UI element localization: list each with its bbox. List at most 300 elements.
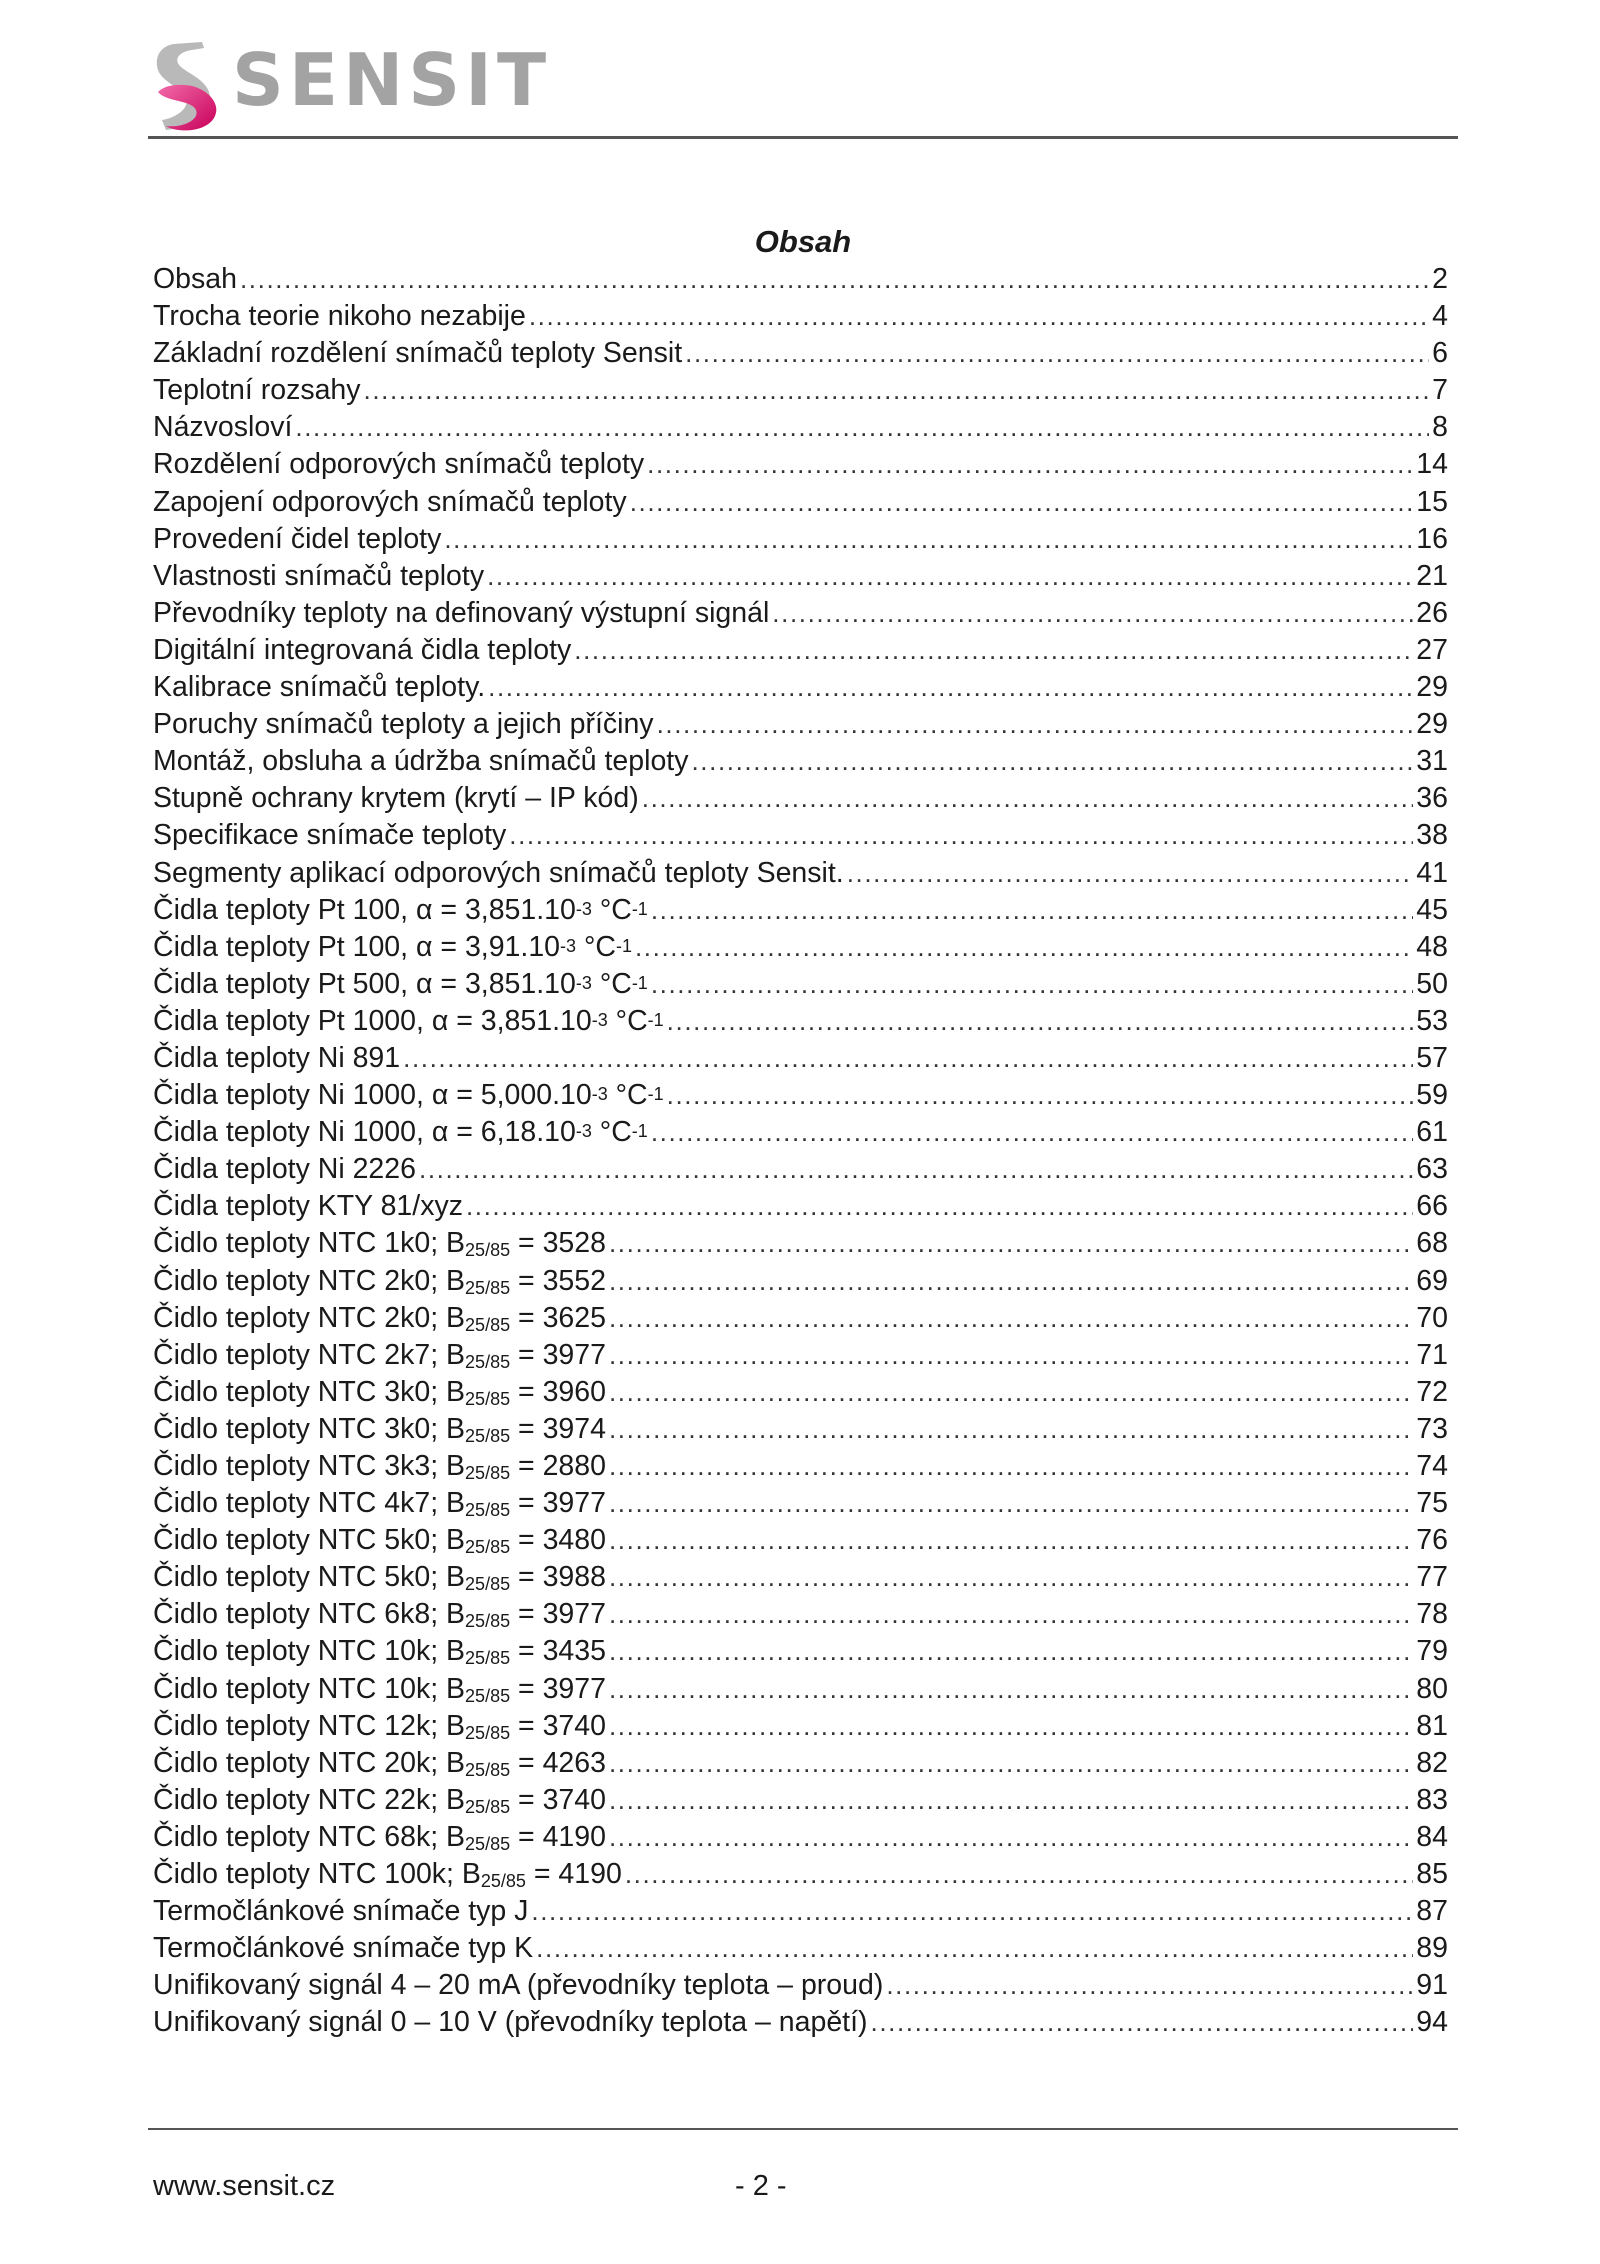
toc-entry-value: = 3528 (510, 1227, 606, 1260)
toc-dot-leader (625, 1856, 1413, 1893)
toc-entry[interactable] (153, 335, 1448, 372)
toc-entry-unit: °C (576, 930, 616, 963)
toc-entry-page: 82 (1416, 1746, 1448, 1779)
toc-entry[interactable] (153, 706, 1448, 743)
toc-entry-title (153, 1040, 400, 1077)
toc-entry-page: 2 (1432, 263, 1448, 295)
toc-entry-title (153, 1151, 416, 1188)
toc-entry[interactable] (153, 558, 1448, 595)
toc-dot-leader (886, 1967, 1413, 2004)
toc-dot-leader (509, 817, 1413, 854)
toc-entry-text: Čidlo teploty NTC 1k0; B (153, 1227, 466, 1260)
toc-entry[interactable] (153, 1225, 1448, 1262)
toc-entry-title (153, 1559, 606, 1596)
toc-entry-superscript: -1 (647, 1084, 664, 1105)
toc-entry-superscript: -1 (631, 898, 648, 919)
toc-entry-text: Čidlo teploty NTC 2k0; B (153, 1264, 466, 1297)
toc-entry-text: Čidlo teploty NTC 100k; B (153, 1858, 481, 1891)
toc-entry-page: 81 (1416, 1709, 1448, 1742)
table-of-contents (153, 261, 1448, 2042)
toc-dot-leader (609, 1633, 1413, 1670)
toc-entry-title (153, 1225, 606, 1262)
toc-entry-page: 63 (1416, 1153, 1448, 1186)
toc-entry[interactable] (153, 261, 1448, 298)
toc-entry[interactable] (153, 1559, 1448, 1596)
toc-entry[interactable] (153, 1967, 1448, 2004)
toc-dot-leader (609, 1485, 1413, 1522)
toc-entry-title (153, 1596, 606, 1633)
toc-entry-text: Čidlo teploty NTC 12k; B (153, 1709, 466, 1742)
toc-entry-text: Čidla teploty Ni 1000, α = 5,000.10 (153, 1079, 592, 1112)
toc-entry-title (153, 706, 654, 743)
toc-entry-value: = 3552 (510, 1264, 606, 1297)
toc-entry-title (153, 1856, 622, 1893)
toc-entry[interactable] (153, 1745, 1448, 1782)
sensit-logo-icon (152, 40, 222, 134)
toc-entry-title (153, 521, 441, 558)
toc-entry-page: 59 (1416, 1079, 1448, 1112)
toc-dot-leader (609, 1708, 1413, 1745)
toc-entry-subscript: 25/85 (465, 1388, 511, 1409)
toc-entry-text: Obsah (153, 263, 237, 295)
toc-entry[interactable] (153, 298, 1448, 335)
toc-entry[interactable] (153, 892, 1448, 929)
footer-page-number: - 2 - (735, 2170, 787, 2202)
toc-entry-subscript: 25/85 (465, 1796, 511, 1817)
toc-entry[interactable] (153, 1003, 1448, 1040)
toc-entry-page: 29 (1416, 671, 1448, 704)
toc-entry-page: 66 (1416, 1190, 1448, 1223)
toc-entry-subscript: 25/85 (465, 1648, 511, 1669)
toc-entry-text: Zapojení odporových snímačů teploty (153, 485, 627, 518)
toc-entry-page: 21 (1416, 559, 1448, 592)
toc-dot-leader (609, 1225, 1413, 1262)
toc-entry-superscript: -1 (615, 935, 632, 956)
toc-entry[interactable] (153, 632, 1448, 669)
toc-entry-page: 15 (1416, 485, 1448, 518)
toc-entry-subscript: 25/85 (465, 1351, 511, 1372)
toc-entry[interactable] (153, 1448, 1448, 1485)
toc-dot-leader (635, 929, 1413, 966)
toc-dot-leader (651, 892, 1413, 929)
toc-dot-leader (609, 1745, 1413, 1782)
toc-entry-text: Čidlo teploty NTC 10k; B (153, 1672, 466, 1705)
toc-entry-value: = 3977 (510, 1487, 606, 1520)
toc-entry-superscript: -3 (575, 972, 592, 993)
toc-entry-page: 50 (1416, 967, 1448, 1000)
toc-dot-leader (685, 335, 1429, 372)
toc-entry-page: 68 (1416, 1227, 1448, 1260)
toc-entry-value: = 4263 (510, 1746, 606, 1779)
toc-entry[interactable] (153, 1930, 1448, 1967)
toc-entry-title (153, 446, 644, 483)
toc-entry[interactable] (153, 669, 1448, 706)
toc-entry-page: 27 (1416, 633, 1448, 666)
toc-entry-title (153, 1708, 606, 1745)
toc-entry[interactable] (153, 1596, 1448, 1633)
toc-entry-superscript: -1 (647, 1009, 664, 1030)
toc-entry-superscript: -3 (560, 935, 577, 956)
toc-entry-title (153, 1448, 606, 1485)
toc-entry-unit: °C (607, 1004, 648, 1037)
toc-title: Obsah (754, 224, 852, 259)
toc-entry-text: Rozdělení odporových snímačů teploty (153, 448, 645, 481)
toc-dot-leader (651, 966, 1413, 1003)
toc-entry-subscript: 25/85 (465, 1537, 511, 1558)
toc-entry-text: Čidla teploty Pt 100, α = 3,91.10 (153, 930, 561, 963)
toc-entry[interactable] (153, 1374, 1448, 1411)
toc-entry-subscript: 25/85 (480, 1871, 526, 1892)
toc-dot-leader (642, 780, 1414, 817)
toc-entry-text: Čidla teploty KTY 81/xyz (153, 1190, 463, 1223)
toc-entry[interactable] (153, 1188, 1448, 1225)
toc-entry[interactable] (153, 1151, 1448, 1188)
toc-entry-value: = 4190 (510, 1820, 606, 1853)
toc-dot-leader (531, 1893, 1413, 1930)
toc-entry[interactable] (153, 1337, 1448, 1374)
toc-entry-page: 69 (1416, 1264, 1448, 1297)
toc-entry-title (153, 855, 844, 892)
toc-entry-title (153, 632, 571, 669)
toc-dot-leader (651, 1114, 1413, 1151)
toc-dot-leader (444, 521, 1413, 558)
toc-entry-title (153, 1077, 664, 1114)
toc-entry-page: 84 (1416, 1820, 1448, 1853)
toc-entry-text: Specifikace snímače teploty (153, 819, 507, 852)
toc-entry-page: 85 (1416, 1858, 1448, 1891)
toc-dot-leader (871, 2004, 1414, 2041)
toc-dot-leader (609, 1782, 1413, 1819)
toc-entry-title (153, 780, 639, 817)
toc-entry-value: = 3435 (510, 1635, 606, 1668)
toc-entry-text: Stupně ochrany krytem (krytí – IP kód) (153, 782, 639, 815)
toc-dot-leader (609, 1596, 1413, 1633)
toc-entry[interactable] (153, 521, 1448, 558)
toc-entry-text: Čidlo teploty NTC 22k; B (153, 1783, 466, 1816)
toc-dot-leader (609, 1411, 1413, 1448)
toc-dot-leader (609, 1819, 1413, 1856)
toc-entry-title (153, 1003, 664, 1040)
toc-entry-text: Čidlo teploty NTC 2k7; B (153, 1338, 466, 1371)
toc-entry-text: Kalibrace snímačů teploty. (153, 671, 486, 704)
toc-entry-page: 36 (1416, 782, 1448, 815)
toc-entry-subscript: 25/85 (465, 1574, 511, 1595)
toc-entry-value: = 3740 (510, 1709, 606, 1742)
toc-entry-page: 87 (1416, 1895, 1448, 1928)
page-header (148, 36, 1458, 142)
toc-dot-leader (574, 632, 1413, 669)
toc-entry-value: = 3974 (510, 1412, 606, 1445)
toc-entry[interactable] (153, 1819, 1448, 1856)
toc-entry-superscript: -3 (591, 1009, 608, 1030)
toc-entry-superscript: -3 (575, 1121, 592, 1142)
toc-entry[interactable] (153, 1856, 1448, 1893)
toc-entry[interactable] (153, 1522, 1448, 1559)
toc-entry-value: = 3977 (510, 1672, 606, 1705)
toc-entry[interactable] (153, 966, 1448, 1003)
toc-entry-page: 79 (1416, 1635, 1448, 1668)
toc-entry-unit: °C (591, 893, 632, 926)
toc-entry-superscript: -1 (631, 972, 648, 993)
toc-entry-superscript: -1 (631, 1121, 648, 1142)
toc-entry-page: 31 (1416, 745, 1448, 778)
toc-entry[interactable] (153, 780, 1448, 817)
toc-entry-subscript: 25/85 (465, 1722, 511, 1743)
toc-entry-subscript: 25/85 (465, 1425, 511, 1446)
toc-entry-text: Čidlo teploty NTC 20k; B (153, 1746, 466, 1779)
toc-entry-text: Čidlo teploty NTC 10k; B (153, 1635, 466, 1668)
toc-entry-value: = 2880 (510, 1450, 606, 1482)
toc-entry[interactable] (153, 1300, 1448, 1337)
toc-entry-text: Čidla teploty Pt 100, α = 3,851.10 (153, 893, 576, 926)
toc-entry-title (153, 1967, 883, 2004)
toc-entry-text: Základní rozdělení snímačů teploty Sensit (153, 337, 683, 370)
toc-entry-text: Čidlo teploty NTC 2k0; B (153, 1301, 466, 1334)
toc-entry-page: 53 (1416, 1004, 1448, 1037)
toc-entry-page: 41 (1416, 856, 1448, 889)
toc-entry-text: Čidlo teploty NTC 4k7; B (153, 1487, 466, 1520)
toc-entry-text: Poruchy snímačů teploty a jejich příčiny (153, 708, 654, 741)
toc-entry-title (153, 2004, 868, 2041)
toc-entry-page: 91 (1416, 1969, 1448, 2002)
toc-entry-value: = 3977 (510, 1598, 606, 1631)
toc-dot-leader (295, 409, 1429, 446)
footer-divider (148, 2128, 1458, 2130)
toc-entry-title (153, 1930, 533, 1967)
toc-entry-page: 4 (1432, 300, 1448, 333)
toc-dot-leader (609, 1300, 1413, 1337)
footer-url[interactable]: www.sensit.cz (153, 2170, 336, 2202)
toc-entry[interactable] (153, 1040, 1448, 1077)
toc-entry-unit: °C (591, 967, 632, 1000)
toc-dot-leader (609, 1559, 1413, 1596)
toc-entry-title (153, 1671, 606, 1708)
toc-entry-page: 7 (1432, 374, 1448, 407)
toc-dot-leader (609, 1337, 1413, 1374)
toc-entry-text: Termočlánkové snímače typ J (153, 1895, 529, 1928)
toc-dot-leader (364, 372, 1430, 409)
toc-entry[interactable] (153, 1782, 1448, 1819)
toc-entry[interactable] (153, 817, 1448, 854)
toc-entry-page: 8 (1432, 411, 1448, 444)
toc-entry-text: Čidlo teploty NTC 5k0; B (153, 1524, 466, 1557)
toc-entry-unit: °C (607, 1079, 648, 1112)
toc-dot-leader (630, 484, 1414, 521)
toc-dot-leader (609, 1263, 1413, 1300)
toc-entry-title (153, 409, 292, 446)
toc-entry-text: Čidla teploty Pt 500, α = 3,851.10 (153, 967, 576, 1000)
toc-entry[interactable] (153, 372, 1448, 409)
toc-entry-page: 29 (1416, 708, 1448, 741)
toc-entry-text: Digitální integrovaná čidla teploty (153, 633, 572, 666)
toc-dot-leader (667, 1003, 1414, 1040)
toc-entry-title (153, 595, 769, 632)
toc-entry-value: = 3960 (510, 1375, 606, 1408)
toc-entry-subscript: 25/85 (465, 1463, 511, 1483)
toc-dot-leader (609, 1374, 1413, 1411)
toc-entry-title (153, 1819, 606, 1856)
toc-entry-page: 70 (1416, 1301, 1448, 1334)
toc-entry-text: Teplotní rozsahy (153, 374, 361, 407)
toc-entry-text: Čidla teploty Ni 1000, α = 6,18.10 (153, 1116, 576, 1149)
toc-entry-text: Unifikovaný signál 0 – 10 V (převodníky teplota – napětí) (153, 2006, 868, 2039)
toc-entry-text: Čidlo teploty NTC 3k3; B (153, 1450, 466, 1482)
toc-entry-title (153, 929, 632, 966)
toc-entry-subscript: 25/85 (465, 1759, 511, 1780)
toc-entry-text: Čidla teploty Ni 891 (153, 1041, 401, 1074)
toc-dot-leader (847, 855, 1414, 892)
toc-entry-superscript: -3 (591, 1084, 608, 1105)
toc-entry-page: 26 (1416, 596, 1448, 629)
toc-dot-leader (488, 669, 1413, 706)
toc-entry-page: 45 (1416, 893, 1448, 926)
toc-entry[interactable] (153, 1411, 1448, 1448)
toc-entry[interactable] (153, 1077, 1448, 1114)
brand-name: SENSIT (232, 38, 552, 122)
toc-entry-page: 89 (1416, 1932, 1448, 1965)
toc-entry-text: Montáž, obsluha a údržba snímačů teploty (153, 745, 689, 778)
toc-entry-title (153, 966, 648, 1003)
toc-entry-value: = 3740 (510, 1783, 606, 1816)
toc-entry-title (153, 1745, 606, 1782)
toc-entry-page: 71 (1416, 1338, 1448, 1371)
toc-entry-page: 74 (1416, 1450, 1448, 1482)
toc-entry[interactable] (153, 595, 1448, 632)
toc-entry-text: Čidlo teploty NTC 3k0; B (153, 1412, 466, 1445)
toc-entry-title (153, 372, 361, 409)
toc-dot-leader (647, 446, 1413, 483)
toc-entry-title (153, 1374, 606, 1411)
toc-entry-title (153, 1633, 606, 1670)
toc-entry-title (153, 743, 688, 780)
toc-entry-page: 75 (1416, 1487, 1448, 1520)
toc-entry-value: = 3480 (510, 1524, 606, 1557)
toc-entry-title (153, 1114, 648, 1151)
toc-entry-text: Provedení čidel teploty (153, 522, 442, 555)
toc-entry[interactable] (153, 1485, 1448, 1522)
toc-entry-title (153, 298, 526, 335)
toc-entry-value: = 3977 (510, 1338, 606, 1371)
toc-entry[interactable] (153, 484, 1448, 521)
toc-entry-title (153, 1263, 606, 1300)
toc-dot-leader (657, 706, 1414, 743)
toc-entry-page: 14 (1416, 448, 1448, 481)
toc-entry-title (153, 1485, 606, 1522)
toc-entry-text: Čidla teploty Ni 2226 (153, 1153, 416, 1186)
toc-entry[interactable] (153, 743, 1448, 780)
toc-entry-subscript: 25/85 (465, 1240, 511, 1261)
toc-entry-page: 6 (1432, 337, 1448, 370)
toc-entry-text: Čidlo teploty NTC 68k; B (153, 1820, 466, 1853)
toc-entry-text: Čidlo teploty NTC 6k8; B (153, 1598, 466, 1631)
toc-entry-value: = 3988 (510, 1561, 606, 1594)
toc-entry-page: 57 (1416, 1041, 1448, 1074)
toc-entry-title (153, 335, 682, 372)
toc-entry[interactable] (153, 929, 1448, 966)
toc-entry-value: = 4190 (525, 1858, 622, 1891)
toc-entry-page: 77 (1416, 1561, 1448, 1594)
toc-dot-leader (466, 1188, 1413, 1225)
toc-dot-leader (529, 298, 1429, 335)
toc-entry[interactable] (153, 1671, 1448, 1708)
toc-entry-title (153, 817, 506, 854)
toc-entry-text: Převodníky teploty na definovaný výstupní signál (153, 596, 770, 629)
toc-entry-title (153, 669, 485, 706)
toc-dot-leader (772, 595, 1413, 632)
toc-entry-text: Názvosloví (153, 411, 293, 444)
toc-dot-leader (240, 261, 1429, 298)
toc-entry-value: = 3625 (510, 1301, 606, 1334)
toc-entry[interactable] (153, 855, 1448, 892)
toc-dot-leader (667, 1077, 1414, 1114)
toc-entry-superscript: -3 (575, 898, 592, 919)
toc-entry-title (153, 1188, 463, 1225)
toc-entry-title (153, 1300, 606, 1337)
toc-entry[interactable] (153, 1893, 1448, 1930)
toc-dot-leader (403, 1040, 1413, 1077)
toc-entry-title (153, 892, 648, 929)
toc-entry[interactable] (153, 2004, 1448, 2041)
toc-entry[interactable] (153, 1708, 1448, 1745)
toc-entry-subscript: 25/85 (465, 1611, 511, 1632)
toc-entry-text: Trocha teorie nikoho nezabije (153, 300, 526, 333)
toc-dot-leader (691, 743, 1413, 780)
toc-dot-leader (609, 1448, 1413, 1485)
toc-entry-title (153, 1893, 528, 1930)
toc-entry-page: 76 (1416, 1524, 1448, 1557)
toc-entry[interactable] (153, 1263, 1448, 1300)
toc-entry-page: 48 (1416, 930, 1448, 963)
toc-entry[interactable] (153, 1633, 1448, 1670)
toc-entry-title (153, 558, 484, 595)
toc-entry-text: Segmenty aplikací odporových snímačů teploty Sensit. (153, 856, 844, 889)
toc-entry-subscript: 25/85 (465, 1685, 511, 1706)
toc-entry[interactable] (153, 1114, 1448, 1151)
toc-dot-leader (487, 558, 1413, 595)
toc-entry-page: 16 (1416, 522, 1448, 555)
toc-entry-page: 78 (1416, 1598, 1448, 1631)
toc-entry-page: 80 (1416, 1672, 1448, 1705)
toc-dot-leader (609, 1522, 1413, 1559)
toc-entry-page: 38 (1416, 819, 1448, 852)
toc-dot-leader (419, 1151, 1413, 1188)
toc-entry-page: 73 (1416, 1412, 1448, 1445)
toc-entry-title (153, 484, 627, 521)
toc-entry-title (153, 1411, 606, 1448)
toc-entry-title (153, 261, 237, 298)
toc-entry-subscript: 25/85 (465, 1277, 511, 1298)
toc-entry-page: 72 (1416, 1375, 1448, 1408)
toc-entry-unit: °C (591, 1116, 632, 1149)
toc-entry-text: Vlastnosti snímačů teploty (153, 559, 485, 592)
toc-entry-page: 61 (1416, 1116, 1448, 1149)
toc-entry[interactable] (153, 409, 1448, 446)
toc-entry-text: Čidlo teploty NTC 3k0; B (153, 1375, 466, 1408)
toc-entry-title (153, 1337, 606, 1374)
toc-entry-page: 94 (1416, 2006, 1448, 2039)
toc-dot-leader (536, 1930, 1413, 1967)
header-divider (148, 136, 1458, 139)
toc-entry[interactable] (153, 446, 1448, 483)
toc-entry-text: Čidla teploty Pt 1000, α = 3,851.10 (153, 1004, 592, 1037)
toc-entry-page: 83 (1416, 1783, 1448, 1816)
toc-entry-subscript: 25/85 (465, 1314, 511, 1335)
toc-entry-title (153, 1782, 606, 1819)
toc-entry-text: Unifikovaný signál 4 – 20 mA (převodníky teplota – proud) (153, 1969, 884, 2002)
toc-entry-subscript: 25/85 (465, 1500, 511, 1521)
toc-entry-text: Termočlánkové snímače typ K (153, 1932, 534, 1965)
toc-entry-subscript: 25/85 (465, 1833, 511, 1854)
